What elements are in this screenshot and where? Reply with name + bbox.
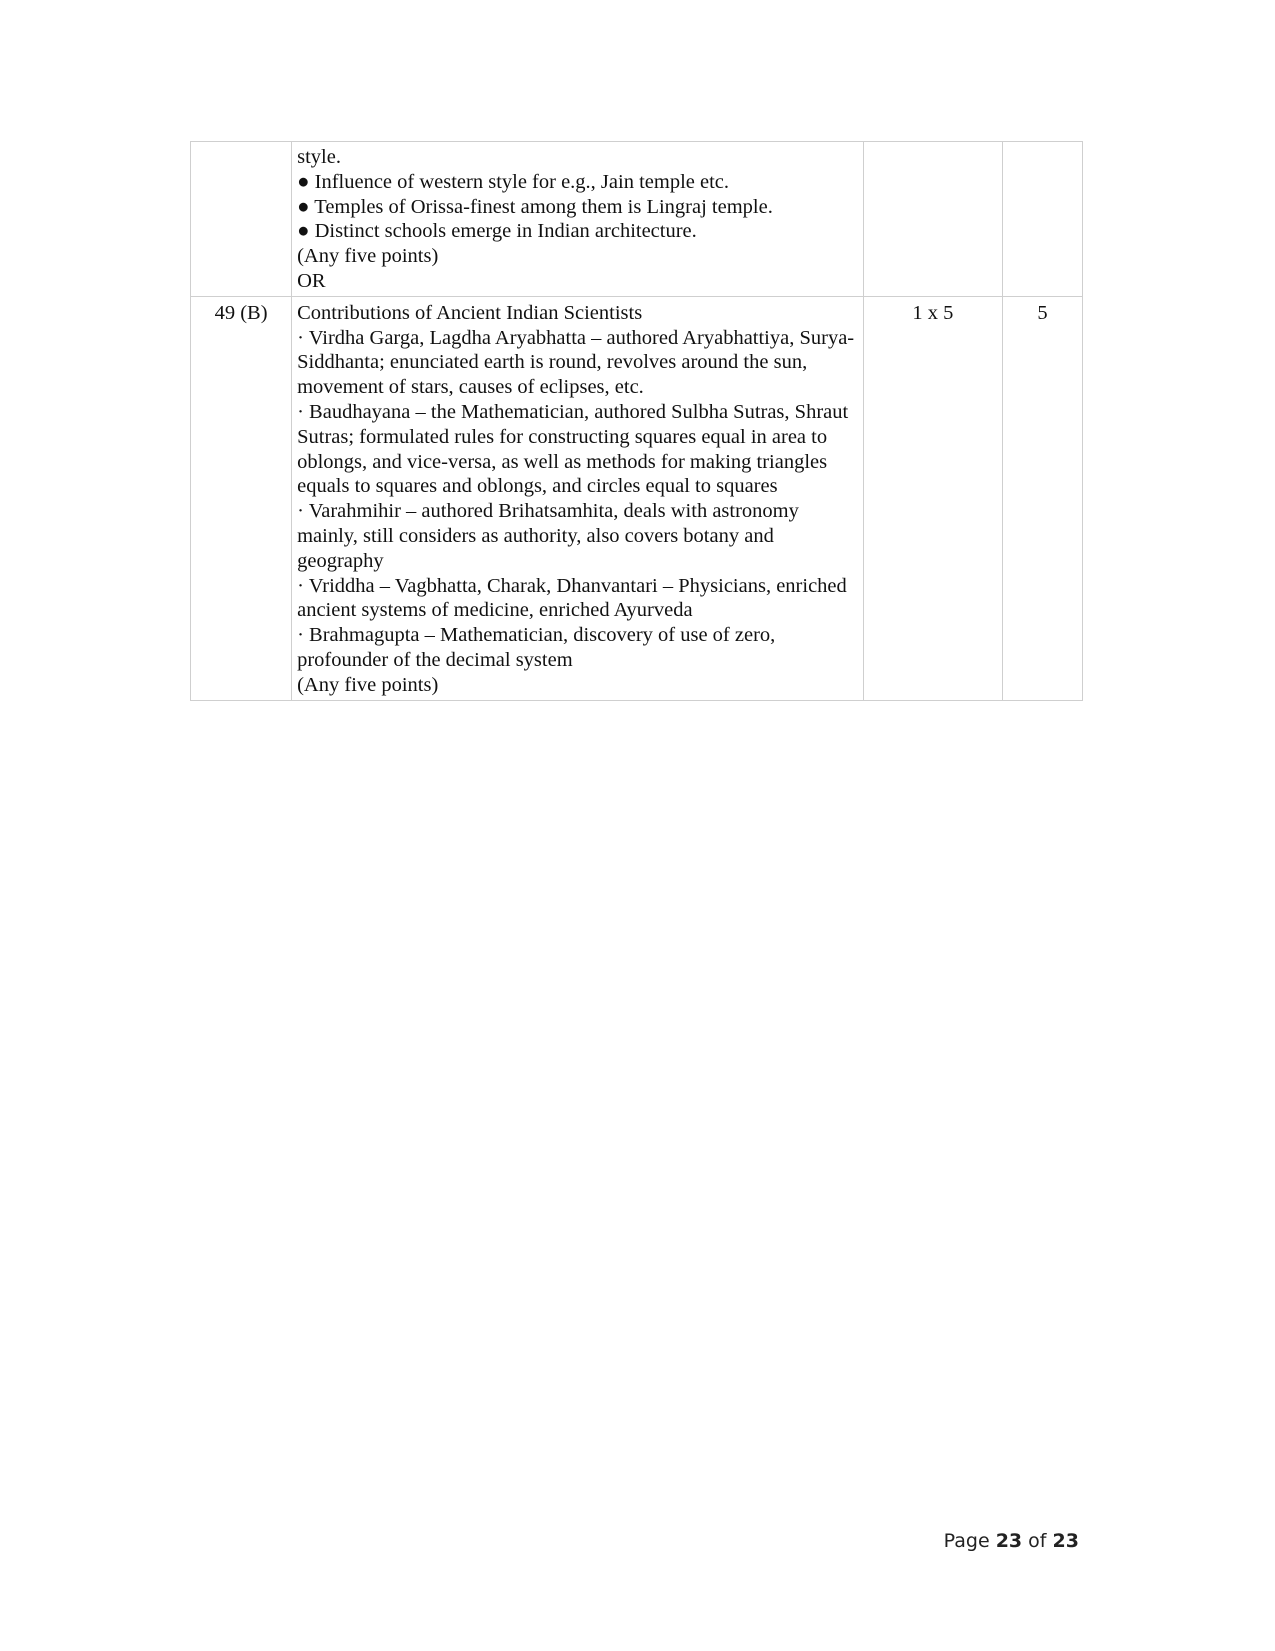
- answer-note: (Any five points): [297, 673, 439, 696]
- page-number-total: 23: [1052, 1530, 1079, 1552]
- page-number: [944, 1530, 1079, 1552]
- answer-bullet: ● Influence of western style for e.g., Jain temple etc.: [297, 170, 730, 193]
- page-number-current: 23: [995, 1530, 1023, 1552]
- question-number-cell: 49 (B): [191, 296, 292, 700]
- answer-text-cell: [292, 296, 864, 700]
- answer-text-cell: [292, 142, 864, 297]
- question-number-cell: [191, 142, 292, 297]
- page-number-prefix: Page: [943, 1530, 996, 1552]
- total-marks-cell: [1002, 142, 1082, 297]
- table-row-continued: [191, 142, 1083, 297]
- marking-scheme-table: [190, 141, 1083, 701]
- table-row-49b: [191, 296, 1083, 700]
- answer-bullet: ● Temples of Orissa-finest among them is Lingraj temple.: [297, 195, 773, 218]
- answer-line: style.: [297, 146, 341, 168]
- total-marks-cell: 5: [1002, 296, 1082, 700]
- answer-point: · Virdha Garga, Lagdha Aryabhatta – authored Aryabhattiya, Surya-Siddhanta; enunciated earth is round, revolves around the sun, movement of stars, causes of eclipses, etc.: [297, 326, 855, 399]
- or-separator: OR: [297, 269, 326, 292]
- answer-point: · Baudhayana – the Mathematician, authored Sulbha Sutras, Shraut Sutras; formulated rules for constructing squares equal in area to oblongs, and vice-versa, as well as methods for making triangles equals to squares and oblongs, and circles equal to squares: [297, 400, 849, 498]
- answer-note: (Any five points): [297, 245, 439, 268]
- answer-heading: Contributions of Ancient Indian Scientists: [297, 301, 643, 324]
- page-number-middle: of: [1022, 1530, 1053, 1552]
- answer-point: · Varahmihir – authored Brihatsamhita, deals with astronomy mainly, still considers as authority, also covers botany and geography: [297, 500, 799, 572]
- answer-point: · Brahmagupta – Mathematician, discovery of use of zero, profounder of the decimal system: [297, 624, 776, 671]
- marks-split-cell: 1 x 5: [863, 296, 1002, 700]
- answer-bullet: ● Distinct schools emerge in Indian architecture.: [297, 220, 697, 243]
- marks-split-cell: [863, 142, 1002, 297]
- answer-point: · Vriddha – Vagbhatta, Charak, Dhanvantari – Physicians, enriched ancient systems of medicine, enriched Ayurveda: [297, 574, 847, 622]
